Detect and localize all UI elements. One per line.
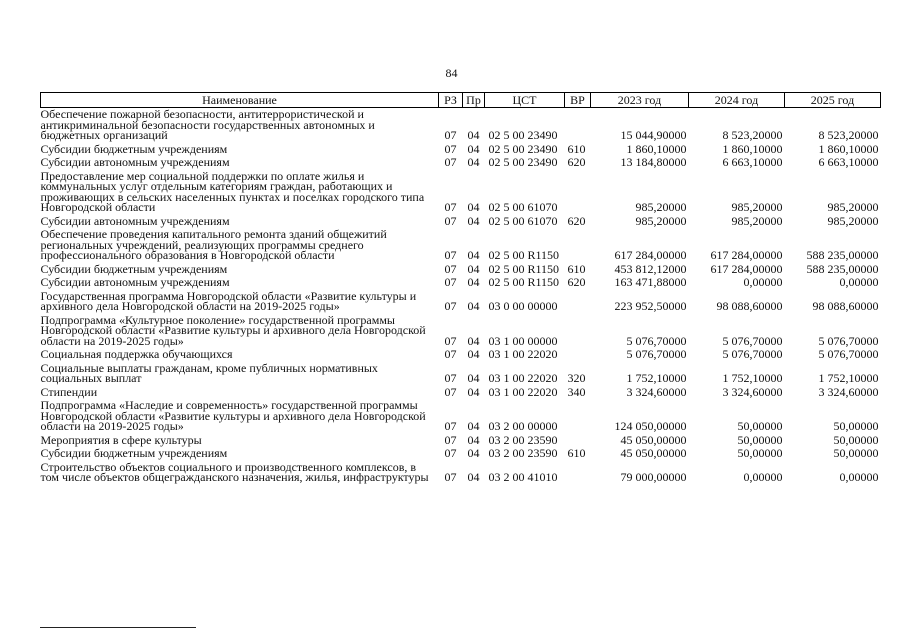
row-value-2023: 985,20000 [635, 213, 687, 228]
row-vr [565, 314, 591, 349]
row-value-2025: 0,00000 [839, 275, 879, 289]
row-name: Социальные выплаты гражданам, кроме публичных нормативных социальных выплат [40, 360, 378, 385]
row-rz: 07 [444, 248, 457, 262]
row-name: Субсидии автономным учреждениям [40, 155, 230, 169]
header-pr: Пр [463, 93, 485, 108]
row-pr: 04 [467, 371, 480, 385]
row-cst: 03 2 00 00000 [488, 419, 558, 433]
row-value-2024: 617 284,00000 [710, 261, 783, 276]
row-rz: 07 [444, 299, 457, 313]
row-cst: 02 5 00 R1150 [488, 275, 560, 289]
header-2023: 2023 год [591, 93, 689, 108]
row-pr: 04 [467, 141, 480, 156]
row-vr: 620 [567, 155, 586, 169]
row-pr: 04 [467, 299, 480, 313]
row-vr: 320 [567, 371, 586, 385]
table-row [41, 399, 881, 434]
row-value-2024: 5 076,70000 [722, 347, 783, 361]
row-value-2023: 45 050,00000 [620, 446, 687, 460]
row-value-2025: 588 235,00000 [806, 261, 879, 276]
row-value-2023: 15 044,90000 [620, 128, 687, 142]
row-pr: 04 [467, 432, 480, 447]
row-cst: 02 5 00 23490 [488, 141, 558, 156]
page-number: 84 [445, 66, 458, 80]
row-value-2025: 8 523,20000 [818, 128, 879, 142]
row-vr [565, 228, 591, 263]
row-cst: 03 2 00 23590 [488, 446, 558, 460]
row-rz: 07 [444, 141, 457, 156]
row-cst: 03 1 00 00000 [488, 333, 558, 348]
table-row [41, 447, 881, 461]
row-pr: 04 [467, 200, 480, 214]
row-value-2024: 617 284,00000 [710, 248, 783, 262]
row-rz: 07 [444, 333, 457, 348]
row-name: Строительство объектов социального и производственного комплексов, в том числе объектов общегражданского назначения, жилья, инфраструктуры [40, 459, 429, 484]
header-2024: 2024 год [689, 93, 785, 108]
row-value-2024: 0,00000 [743, 275, 783, 289]
table-row [41, 386, 881, 400]
row-value-2023: 223 952,50000 [614, 299, 687, 313]
row-rz: 07 [444, 261, 457, 276]
row-vr: 340 [567, 384, 586, 399]
header-rz: РЗ [439, 93, 463, 108]
table-row [41, 348, 881, 362]
row-pr: 04 [467, 248, 480, 262]
header-vr: ВР [565, 93, 591, 108]
table-row [41, 362, 881, 386]
row-vr [565, 170, 591, 215]
row-value-2024: 6 663,10000 [722, 155, 783, 169]
row-value-2023: 617 284,00000 [614, 248, 687, 262]
row-value-2025: 98 088,60000 [812, 299, 879, 313]
row-value-2024: 50,00000 [737, 432, 783, 447]
row-value-2023: 453 812,12000 [614, 261, 687, 276]
row-pr: 04 [467, 275, 480, 289]
row-rz: 07 [444, 371, 457, 385]
row-vr: 620 [567, 275, 586, 289]
row-vr: 620 [567, 213, 586, 228]
row-cst: 02 5 00 61070 [488, 213, 558, 228]
row-cst: 03 1 00 22020 [488, 371, 558, 385]
table-row [41, 215, 881, 229]
row-vr [565, 434, 591, 448]
row-vr [565, 399, 591, 434]
row-value-2023: 985,20000 [635, 200, 687, 214]
row-vr [565, 290, 591, 314]
row-rz: 07 [444, 470, 457, 484]
row-cst: 03 1 00 22020 [488, 347, 558, 361]
table-row [41, 314, 881, 349]
row-value-2024: 1 752,10000 [722, 371, 783, 385]
row-value-2023: 1 752,10000 [626, 371, 687, 385]
row-rz: 07 [444, 128, 457, 142]
row-pr: 04 [467, 128, 480, 142]
table-row [41, 228, 881, 263]
row-cst: 03 1 00 22020 [488, 384, 558, 399]
row-value-2024: 8 523,20000 [722, 128, 783, 142]
row-value-2023: 3 324,60000 [626, 384, 687, 399]
row-pr: 04 [467, 261, 480, 276]
row-pr: 04 [467, 470, 480, 484]
row-pr: 04 [467, 419, 480, 433]
row-rz: 07 [444, 446, 457, 460]
row-value-2024: 1 860,10000 [722, 141, 783, 156]
table-row [41, 461, 881, 485]
row-pr: 04 [467, 333, 480, 348]
header-2025: 2025 год [785, 93, 881, 108]
row-name: Подпрограмма «Культурное поколение» государственной программы Новгородской области «Развитие культуры и архивного дела Новгородской области на 2019-2025 годы» [40, 312, 426, 348]
row-pr: 04 [467, 384, 480, 399]
row-value-2025: 1 752,10000 [818, 371, 879, 385]
table-row [41, 290, 881, 314]
table-row [41, 156, 881, 170]
row-value-2024: 985,20000 [731, 200, 783, 214]
row-vr: 610 [567, 446, 586, 460]
row-pr: 04 [467, 446, 480, 460]
row-value-2025: 50,00000 [833, 432, 879, 447]
row-pr: 04 [467, 213, 480, 228]
row-rz: 07 [444, 347, 457, 361]
row-value-2025: 588 235,00000 [806, 248, 879, 262]
row-value-2023: 163 471,88000 [614, 275, 687, 289]
row-rz: 07 [444, 213, 457, 228]
row-value-2025: 985,20000 [827, 200, 879, 214]
table-row [41, 276, 881, 290]
row-name: Обеспечение пожарной безопасности, антитеррористической и антикриминальной безопасности государственных автономных и бюджетных организаций [40, 107, 375, 142]
row-cst: 03 2 00 23590 [488, 432, 558, 447]
row-value-2025: 6 663,10000 [818, 155, 879, 169]
budget-table [40, 92, 881, 485]
row-value-2024: 985,20000 [731, 213, 783, 228]
row-value-2023: 5 076,70000 [626, 333, 687, 348]
row-value-2025: 5 076,70000 [818, 333, 879, 348]
row-cst: 03 2 00 41010 [488, 470, 558, 484]
row-value-2023: 13 184,80000 [620, 155, 687, 169]
row-vr: 610 [567, 261, 586, 276]
row-name: Субсидии бюджетным учреждениям [40, 446, 228, 460]
row-value-2024: 50,00000 [737, 419, 783, 433]
row-rz: 07 [444, 384, 457, 399]
row-cst: 03 0 00 00000 [488, 299, 558, 313]
row-vr: 610 [567, 141, 586, 156]
row-cst: 02 5 00 61070 [488, 200, 558, 214]
row-value-2023: 124 050,00000 [614, 419, 687, 433]
row-value-2025: 50,00000 [833, 446, 879, 460]
row-name: Социальная поддержка обучающихся [40, 347, 233, 361]
table-row [41, 108, 881, 143]
table-row [41, 143, 881, 157]
row-value-2024: 50,00000 [737, 446, 783, 460]
table-row [41, 170, 881, 215]
row-vr [565, 108, 591, 143]
row-rz: 07 [444, 275, 457, 289]
row-cst: 02 5 00 R1150 [488, 261, 560, 276]
row-value-2025: 985,20000 [827, 213, 879, 228]
row-value-2024: 3 324,60000 [722, 384, 783, 399]
row-name: Подпрограмма «Наследие и современность» государственной программы Новгородской области «Развитие культуры и архивного дела Новгородской области на 2019-2025 годы» [40, 398, 426, 433]
row-rz: 07 [444, 432, 457, 447]
row-value-2024: 0,00000 [743, 470, 783, 484]
row-value-2023: 45 050,00000 [620, 432, 687, 447]
row-value-2025: 5 076,70000 [818, 347, 879, 361]
row-value-2025: 50,00000 [833, 419, 879, 433]
table-row [41, 263, 881, 277]
row-name: Стипендии [40, 384, 98, 399]
row-name: Обеспечение проведения капитального ремонта зданий общежитий региональных учреждений, реализующих программы среднего профессионального образования в Новгородской области [40, 227, 387, 262]
header-name: Наименование [41, 93, 439, 108]
row-value-2024: 98 088,60000 [716, 299, 783, 313]
row-name: Мероприятия в сфере культуры [40, 432, 202, 447]
footnote-divider [40, 627, 196, 628]
row-rz: 07 [444, 419, 457, 433]
row-name: Предоставление мер социальной поддержки по оплате жилья и коммунальных услуг отдельным категориям граждан, работающих и проживающих в сельских населенных пунктах и поселках городского типа Новгородской области [40, 168, 425, 214]
row-name: Субсидии автономным учреждениям [40, 213, 230, 228]
table-body [41, 108, 881, 485]
row-vr [565, 348, 591, 362]
row-value-2025: 0,00000 [839, 470, 879, 484]
header-cst: ЦСТ [485, 93, 565, 108]
row-rz: 07 [444, 155, 457, 169]
row-cst: 02 5 00 23490 [488, 155, 558, 169]
table-header-row [41, 93, 881, 108]
row-value-2024: 5 076,70000 [722, 333, 783, 348]
row-value-2023: 1 860,10000 [626, 141, 687, 156]
row-cst: 02 5 00 R1150 [488, 248, 560, 262]
row-value-2025: 1 860,10000 [818, 141, 879, 156]
row-pr: 04 [467, 347, 480, 361]
row-name: Субсидии автономным учреждениям [40, 275, 230, 289]
row-name: Государственная программа Новгородской области «Развитие культуры и архивного дела Новгородской области на 2019-2025 годы» [40, 288, 417, 313]
row-name: Субсидии бюджетным учреждениям [40, 141, 228, 156]
row-vr [565, 461, 591, 485]
row-pr: 04 [467, 155, 480, 169]
row-cst: 02 5 00 23490 [488, 128, 558, 142]
row-value-2023: 79 000,00000 [620, 470, 687, 484]
row-name: Субсидии бюджетным учреждениям [40, 261, 228, 276]
row-rz: 07 [444, 200, 457, 214]
row-value-2023: 5 076,70000 [626, 347, 687, 361]
row-value-2025: 3 324,60000 [818, 384, 879, 399]
table-row [41, 434, 881, 448]
